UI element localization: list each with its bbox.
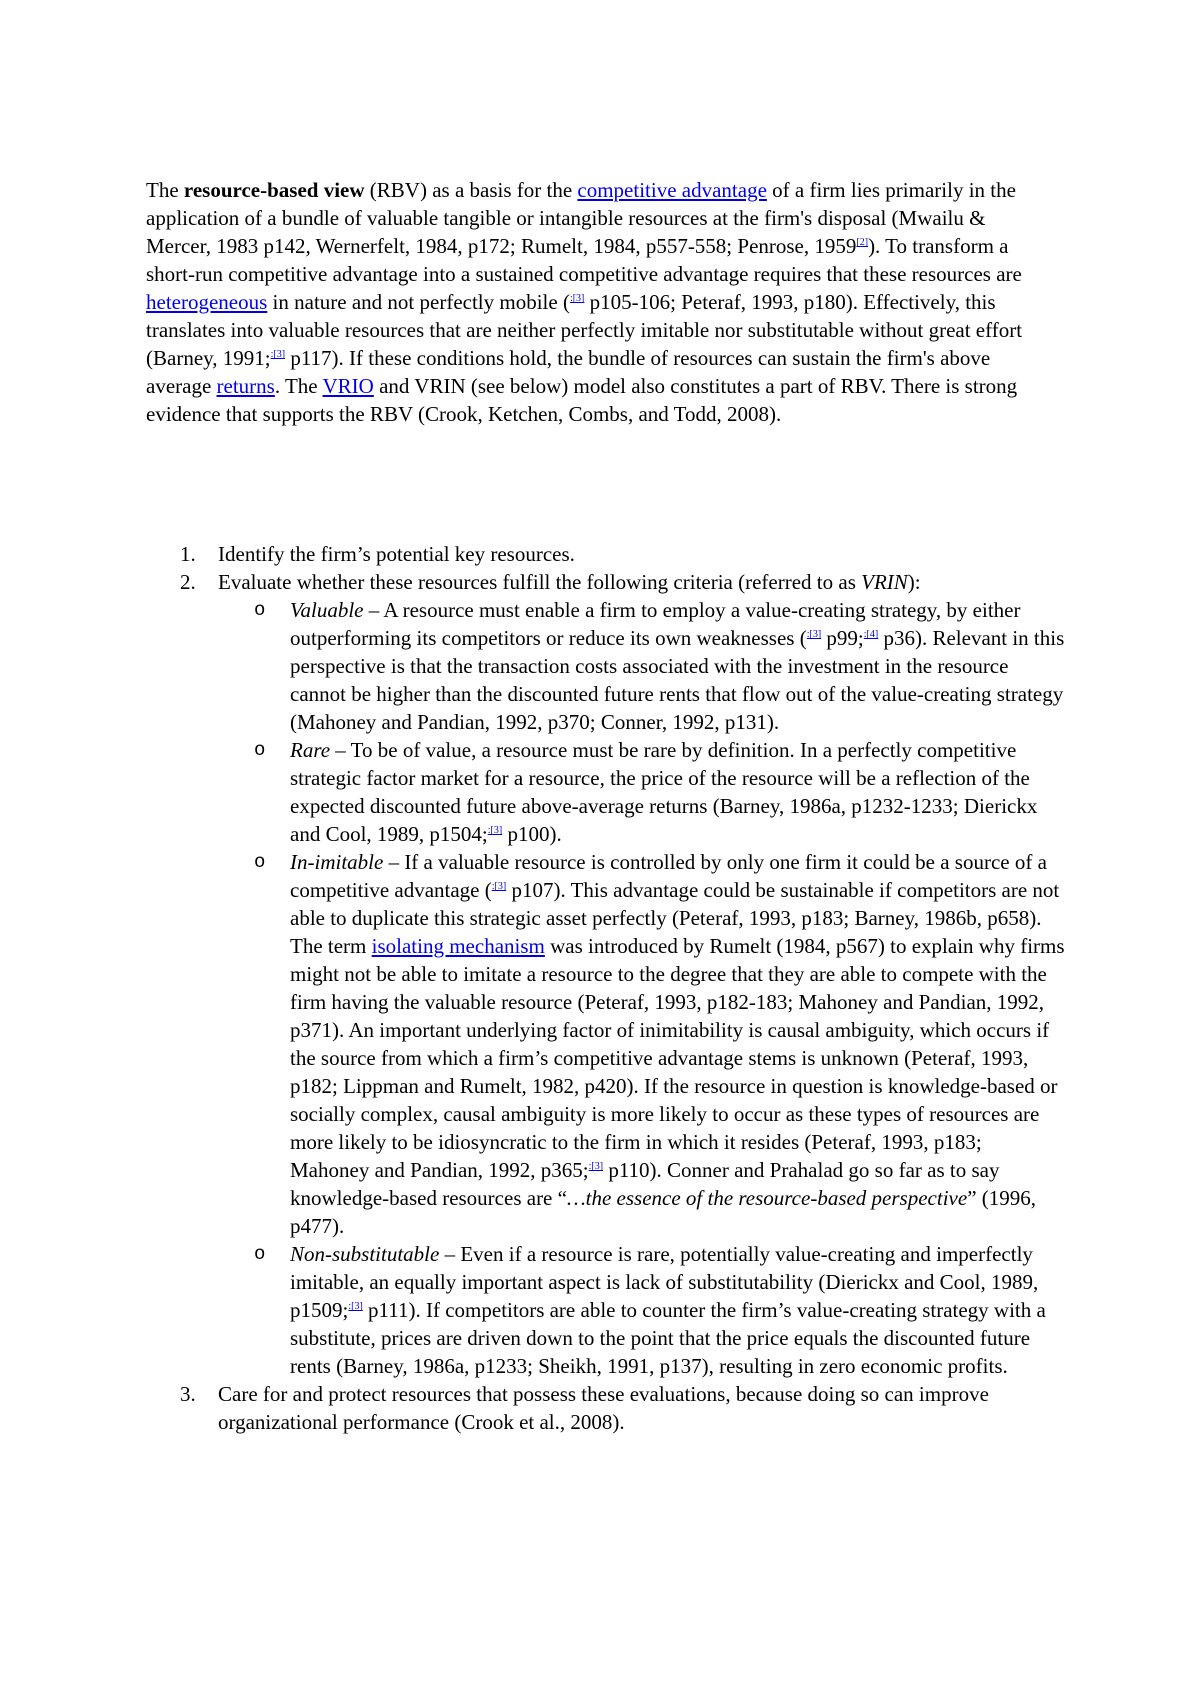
term-vrin: VRIN [861, 570, 908, 594]
list-number: 1. [180, 542, 196, 566]
criterion-text: – Even if a resource is rare, potentially value-creating and imperfectly imitable, an equally important aspect is lack of substitutability (Dierickx and Cool, 1989, p1509; [290, 1242, 1039, 1322]
step-text: Identify the firm’s potential key resources. [218, 542, 575, 566]
criterion-text: p99; [821, 626, 864, 650]
citation-link[interactable]: :[3] [270, 349, 286, 360]
quote-text: …the essence of the resource-based perspective [566, 1186, 968, 1210]
list-number: 2. [180, 570, 196, 594]
criterion-term: In-imitable [290, 850, 384, 874]
criterion-text: – If a valuable resource is controlled by only one firm it could be a source of a competitive advantage ( [290, 850, 1047, 902]
intro-text: and VRIN (see below) model also constitutes a part of RBV. There is strong evidence that supports the RBV (Crook, Ketchen, Combs, and Todd, 2008). [146, 374, 1018, 426]
criterion-text: ” (1996, p477). [290, 1186, 1037, 1238]
intro-text: of a firm lies primarily in the application of a bundle of valuable tangible or intangible resources at the firm's disposal (Mwailu & Mercer, 1983 p142, Wernerfelt, 1984, p172; Rumelt, 1984, p557-558; Penrose, 1959 [146, 178, 1016, 258]
bullet-icon: o [254, 1243, 266, 1265]
list-item-step-2 [146, 568, 1066, 596]
criterion-text: p111). If competitors are able to counter the firm’s value-creating strategy with a substitute, prices are driven down to the point that the price equals the discounted future rents (Barney, 1986a, p1233; Sheikh, 1991, p137), resulting in zero economic profits. [290, 1298, 1046, 1378]
bullet-icon: o [254, 851, 266, 873]
list-item-valuable [146, 596, 1066, 736]
step-text: ): [907, 570, 921, 594]
criterion-text: p100). [502, 822, 562, 846]
criterion-text: p107). This advantage could be sustainable if competitors are not able to duplicate this strategic asset perfectly (Peteraf, 1993, p183; Barney, 1986b, p658). The term [290, 878, 1060, 958]
intro-text: in nature and not perfectly mobile ( [267, 290, 570, 314]
citation-link[interactable]: :[3] [569, 293, 585, 304]
list-item-rare [146, 736, 1066, 848]
link-returns[interactable]: returns [216, 374, 275, 398]
intro-text: p105-106; Peteraf, 1993, p180). Effectively, this translates into valuable resources that are neither perfectly imitable nor substitutable without great effort (Barney, 1991; [146, 290, 1023, 370]
criterion-text: – To be of value, a resource must be rare by definition. In a perfectly competitive strategic factor market for a resource, the price of the resource will be a reflection of the expected discounted future above-average returns (Barney, 1986a, p1232-1233; Dierickx and Cool, 1989, p1504; [290, 738, 1038, 846]
vrin-criteria-list [146, 596, 1066, 1380]
intro-paragraph [146, 176, 1046, 428]
intro-text: . The [274, 374, 323, 398]
criterion-text: p36). Relevant in this perspective is that the transaction costs associated with the investment in the resource cannot be higher than the discounted future rents that flow out of the value-creating strategy (Mahoney and Pandian, 1992, p370; Conner, 1992, p131). [290, 626, 1065, 734]
criterion-term: Rare [290, 738, 331, 762]
citation-link[interactable]: :[4] [863, 629, 879, 640]
step-text: Evaluate whether these resources fulfill the following criteria (referred to as [218, 570, 862, 594]
criterion-text: – A resource must enable a firm to employ a value-creating strategy, by either outperforming its competitors or reduce its own weaknesses ( [290, 598, 1021, 650]
link-vrio[interactable]: VRIO [322, 374, 374, 398]
bullet-icon: o [254, 599, 266, 621]
list-number: 3. [180, 1382, 196, 1406]
term-resource-based-view: resource-based view [183, 178, 365, 202]
citation-link[interactable]: :[3] [487, 825, 503, 836]
citation-link-penrose[interactable]: [2] [856, 237, 869, 248]
intro-text: (RBV) as a basis for the [364, 178, 578, 202]
criterion-term: Valuable [290, 598, 364, 622]
list-item-non-substitutable [146, 1240, 1066, 1380]
rbv-steps-list [146, 540, 1066, 1436]
list-item-inimitable [146, 848, 1066, 1240]
step-text: Care for and protect resources that possess these evaluations, because doing so can improve organizational performance (Crook et al., 2008). [218, 1382, 989, 1434]
intro-text: ). To transform a short-run competitive advantage into a sustained competitive advantage requires that these resources are [146, 234, 1022, 286]
citation-link[interactable]: :[3] [348, 1301, 363, 1312]
citation-link[interactable]: :[3] [588, 1161, 604, 1172]
link-heterogeneous[interactable]: heterogeneous [146, 290, 268, 314]
criterion-term: Non-substitutable [290, 1242, 440, 1266]
link-isolating-mechanism[interactable]: isolating mechanism [371, 934, 545, 958]
link-competitive-advantage[interactable]: competitive advantage [577, 178, 767, 202]
criterion-text: p110). Conner and Prahalad go so far as to say knowledge-based resources are “ [290, 1158, 1000, 1210]
criterion-text: was introduced by Rumelt (1984, p567) to explain why firms might not be able to imitate a resource to the degree that they are able to compete with the firm having the valuable resource (Peteraf, 1993, p182-183; Mahoney and Pandian, 1992, p371). An important underlying factor of inimitability is causal ambiguity, which occurs if the source from which a firm’s competitive advantage stems is unknown (Peteraf, 1993, p182; Lippman and Rumelt, 1982, p420). If the resource in question is knowledge-based or socially complex, causal ambiguity is more likely to occur as these types of resources are more likely to be idiosyncratic to the firm in which it resides (Peteraf, 1993, p183; Mahoney and Pandian, 1992, p365; [290, 934, 1065, 1182]
intro-text: The [146, 178, 184, 202]
citation-link[interactable]: :[3] [491, 881, 507, 892]
bullet-icon: o [254, 739, 266, 761]
list-item-step-3 [146, 1380, 1066, 1436]
intro-text: p117). If these conditions hold, the bundle of resources can sustain the firm's above average [146, 346, 991, 398]
list-item-step-1 [146, 540, 1066, 568]
citation-link[interactable]: :[3] [806, 629, 822, 640]
